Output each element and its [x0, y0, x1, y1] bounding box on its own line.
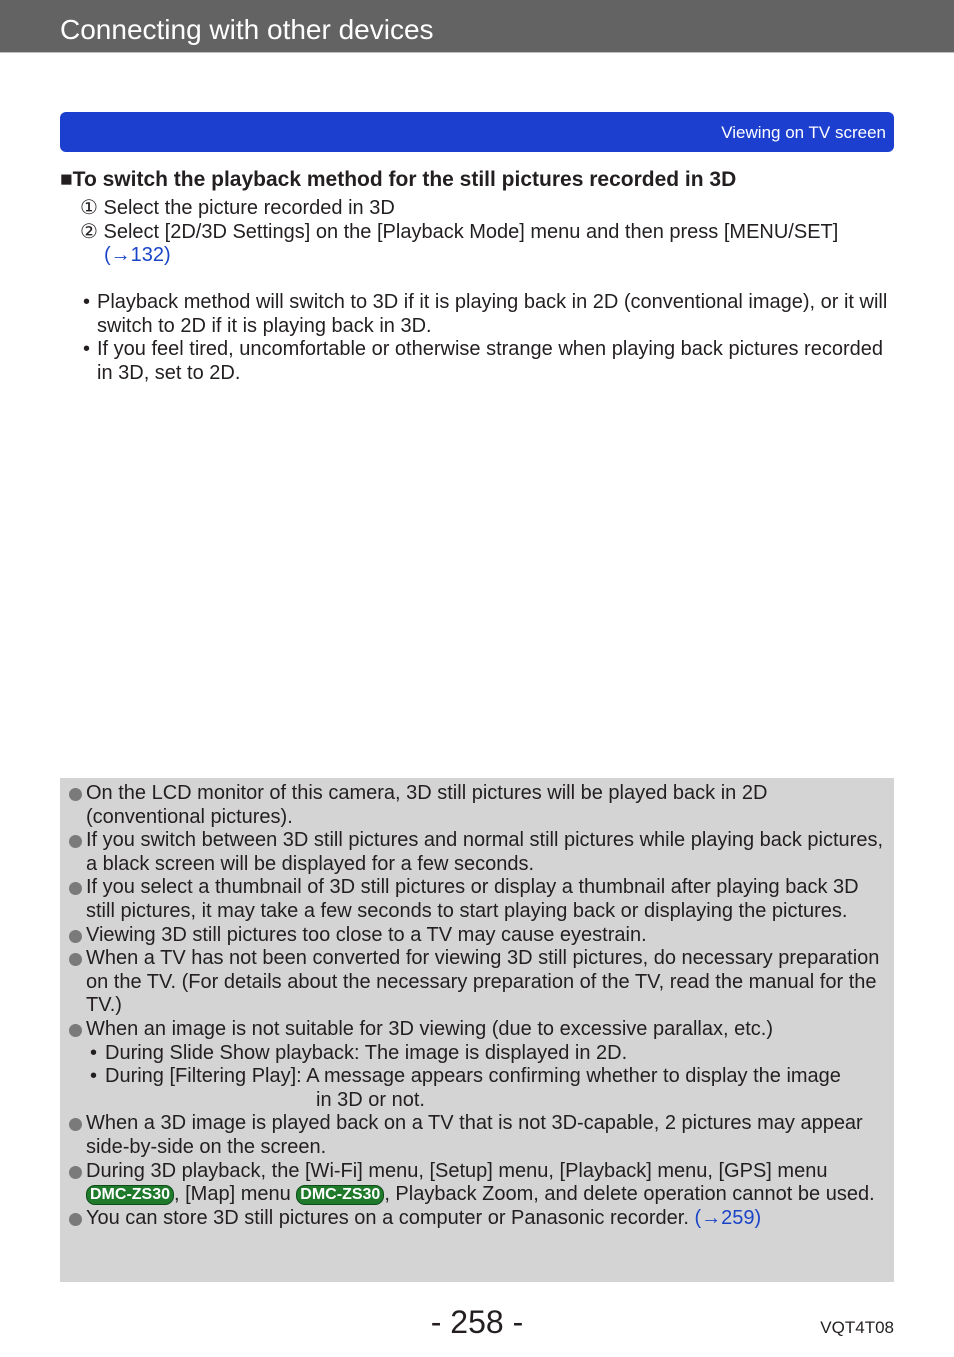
note-text: If you switch between 3D still pictures and normal still pictures while playing back pictures, a black screen will be displayed for a few seconds.	[86, 829, 884, 875]
note-bullet-icon	[69, 1166, 82, 1179]
note-bullet-icon	[69, 1213, 82, 1226]
note-bullet-icon	[69, 1118, 82, 1131]
note-sub-text: During [Filtering Play]: A message appears confirming whether to display the image	[105, 1065, 841, 1088]
sub-bullet-dot: •	[90, 1041, 98, 1064]
note-bullet-icon	[69, 835, 82, 848]
note-bullet-icon	[69, 882, 82, 895]
note-text: On the LCD monitor of this camera, 3D still pictures will be played back in 2D (conventional pictures).	[86, 782, 768, 828]
document-code: VQT4T08	[820, 1318, 894, 1337]
section-heading: ■To switch the playback method for the still pictures recorded in 3D	[60, 168, 737, 191]
note-text: If you select a thumbnail of 3D still pictures or display a thumbnail after playing back 3D still pictures, it may take a few seconds to start playing back or displaying the pictures.	[86, 876, 859, 922]
step-2	[80, 221, 838, 245]
model-badge: DMC-ZS30	[296, 1185, 384, 1205]
sub-bullet-dot: •	[90, 1065, 98, 1088]
bullet-item	[80, 338, 900, 385]
step-1-marker: ①	[80, 197, 98, 219]
header-bar	[0, 0, 954, 53]
notes-list	[68, 782, 888, 1230]
note-text: Viewing 3D still pictures too close to a TV may cause eyestrain.	[86, 923, 647, 946]
note-item	[68, 829, 888, 876]
note-text: You can store 3D still pictures on a computer or Panasonic recorder.	[86, 1206, 689, 1229]
note-bullet-icon	[69, 930, 82, 943]
note-item	[68, 1207, 888, 1231]
note-sub-text: During Slide Show playback: The image is displayed in 2D.	[105, 1041, 628, 1064]
note-text: , Playback Zoom, and delete operation cannot be used.	[384, 1183, 875, 1206]
note-text: When a TV has not been converted for viewing 3D still pictures, do necessary preparation on the TV. (For details about the necessary preparation of the TV, read the manual for the TV.)	[86, 947, 880, 1017]
section-label: Viewing on TV screen	[721, 123, 886, 142]
bullet-dot: •	[83, 291, 91, 313]
note-sub-text: in 3D or not.	[316, 1088, 425, 1111]
step-2-text: Select [2D/3D Settings] on the [Playback Mode] menu and then press [MENU/SET]	[103, 221, 839, 243]
note-bullet-icon	[69, 1024, 82, 1037]
step-1	[80, 197, 395, 221]
page-number: - 258 -	[430, 1304, 524, 1340]
notes-box	[60, 778, 894, 1282]
section-bar	[60, 112, 894, 152]
note-item	[68, 947, 888, 1018]
note-sub-item	[68, 1042, 888, 1066]
bullet-item	[80, 291, 900, 338]
note-item	[68, 782, 888, 829]
note-text: During 3D playback, the [Wi-Fi] menu, [Setup] menu, [Playback] menu, [GPS] menu	[86, 1159, 828, 1182]
note-item	[68, 1160, 888, 1207]
model-badge: DMC-ZS30	[86, 1185, 174, 1205]
note-text: When an image is not suitable for 3D viewing (due to excessive parallax, etc.)	[86, 1017, 774, 1040]
page-link[interactable]: (→259)	[694, 1206, 762, 1229]
note-text: When a 3D image is played back on a TV that is not 3D-capable, 2 pictures may appear side-by-side on the screen.	[86, 1112, 863, 1158]
bullet-list	[80, 291, 900, 385]
note-item	[68, 924, 888, 948]
step-2-page-link[interactable]: (→132)	[104, 244, 171, 266]
bullet-dot: •	[83, 338, 91, 361]
note-sub-item	[68, 1065, 888, 1089]
note-item	[68, 1018, 888, 1042]
page-title: Connecting with other devices	[60, 14, 434, 45]
note-text: , [Map] menu	[174, 1183, 291, 1206]
note-sub-continuation	[68, 1089, 888, 1113]
note-item	[68, 1112, 888, 1159]
step-1-text: Select the picture recorded in 3D	[103, 197, 395, 219]
step-2-marker: ②	[80, 221, 98, 243]
bullet-text: If you feel tired, uncomfortable or otherwise strange when playing back pictures recorded in 3D, set to 2D.	[97, 338, 883, 384]
note-bullet-icon	[69, 953, 82, 966]
bullet-text: Playback method will switch to 3D if it is playing back in 2D (conventional image), or it will switch to 2D if it is playing back in 3D.	[97, 291, 888, 337]
note-bullet-icon	[69, 788, 82, 801]
note-item	[68, 876, 888, 923]
